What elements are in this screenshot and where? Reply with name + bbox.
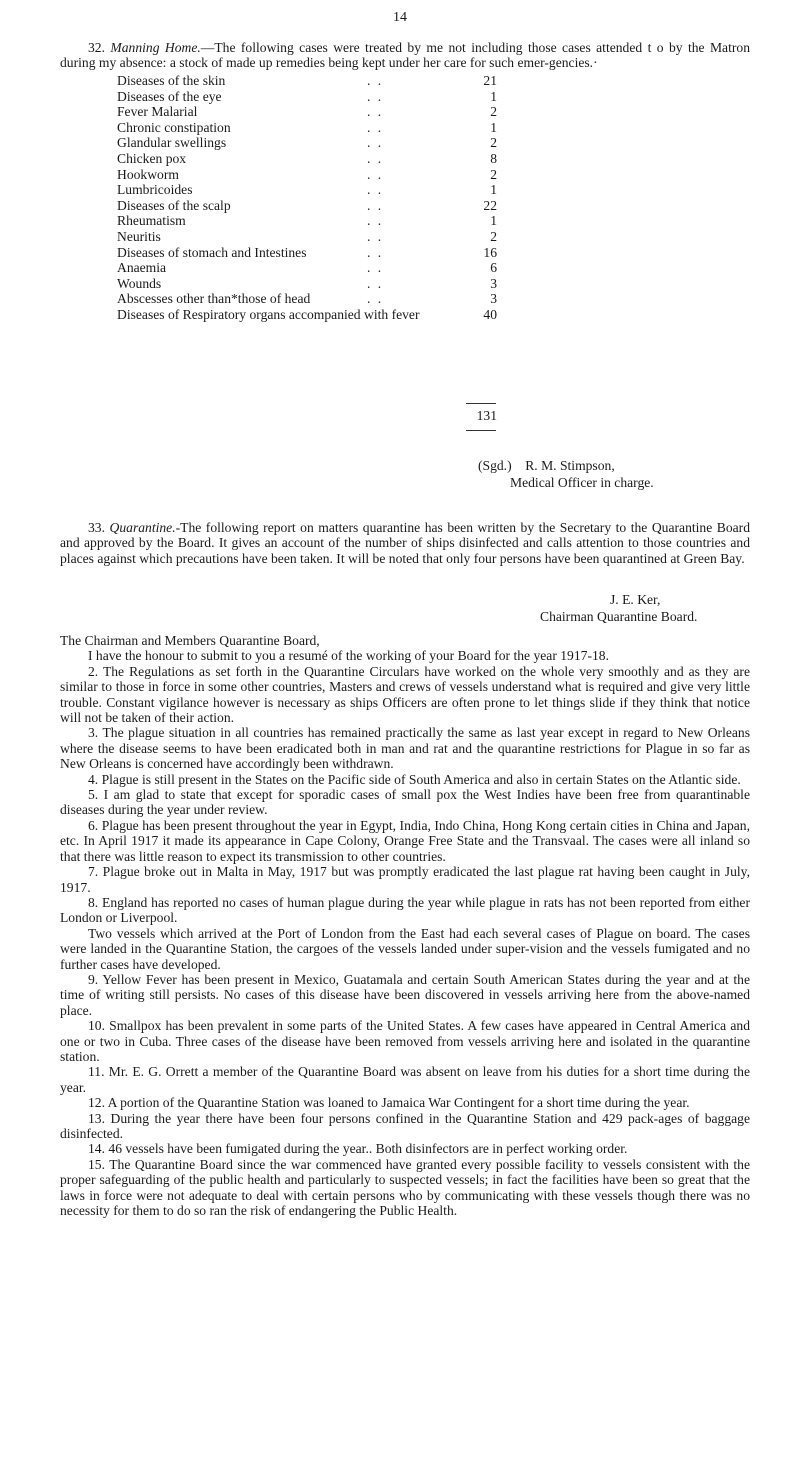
table-row [117, 73, 497, 89]
leader-dots: . . [367, 213, 384, 229]
case-count: 1 [490, 182, 497, 198]
letter-paragraph: 4. Plague is still present in the States on the Pacific side of South America and also in certain States on the Atlantic side. [88, 771, 741, 787]
disease-name: Rheumatism [117, 213, 186, 229]
letter-paragraph: Two vessels which arrived at the Port of London from the East had each several cases of Plague on board. The cases were landed in the Quarantine Station, the cargoes of the vessels landed under super-vision and the vessels fumigated and no further cases have developed. [60, 925, 750, 972]
signatory-name: R. M. Stimpson, [525, 458, 615, 473]
leader-dots: . . [367, 150, 384, 166]
leader-dots: . . [367, 166, 384, 182]
table-row [117, 229, 497, 245]
case-count: 1 [490, 119, 497, 135]
case-count: 2 [490, 228, 497, 244]
letter-paragraph: 8. England has reported no cases of human plague during the year while plague in rats has not been reported from either London or Liverpool. [60, 894, 750, 926]
table-row [117, 120, 497, 136]
chairman-title: Chairman Quarantine Board. [540, 609, 698, 624]
cases-total: 131 [476, 408, 497, 423]
total-rule-bottom [466, 430, 496, 431]
section-32-number: 32. [88, 40, 105, 55]
table-row [117, 260, 497, 276]
leader-dots: . . [367, 119, 384, 135]
leader-dots: . . [367, 244, 384, 260]
section-33-text: -The following report on matters quarantine has been written by the Secretary to the Quarantine Board and approved by the Board. It gives an account of the number of ships disinfected and calls attention to those countries and places against which precautions have been taken. It will be noted that only four persons have been quarantined at Green Bay. [60, 520, 750, 566]
case-count: 1 [490, 213, 497, 229]
chairman-name: J. E. Ker, [610, 592, 661, 607]
page-number: 14 [393, 10, 407, 25]
disease-name: Diseases of the skin [117, 73, 226, 88]
case-count: 1 [490, 88, 497, 104]
disease-name: Chronic constipation [117, 119, 231, 135]
leader-dots: . . [367, 197, 384, 213]
letter-paragraph: 14. 46 vessels have been fumigated during the year.. Both disinfectors are in perfect working order. [88, 1141, 628, 1157]
table-row [117, 182, 497, 198]
disease-name: Lumbricoides [117, 182, 193, 198]
section-33-number: 33. [88, 520, 105, 535]
letter-paragraph: 9. Yellow Fever has been present in Mexico, Guatamala and certain South American States during the year and at the time of writing still persists. No cases of this disease have been discovered in vessels arriving here from the above-named place. [60, 971, 750, 1018]
table-row [117, 151, 497, 167]
leader-dots: . . [367, 260, 384, 276]
letter-paragraph: 7. Plague broke out in Malta in May, 1917 but was promptly eradicated the last plague rat having been caught in July, 1917. [60, 864, 750, 895]
section-32-heading: Manning Home. [110, 40, 201, 55]
table-row [117, 89, 497, 105]
sgd-label: (Sgd.) [478, 458, 512, 473]
letter-paragraph: 5. I am glad to state that except for sporadic cases of small pox the West Indies have been free from quarantinable diseases during the year under review. [60, 787, 750, 818]
disease-name: Diseases of stomach and Intestines [117, 244, 307, 260]
letter-paragraph: 11. Mr. E. G. Orrett a member of the Quarantine Board was absent on leave from his duties for a short time during the year. [60, 1064, 750, 1095]
leader-dots: . . [367, 104, 384, 120]
leader-dots: . . [367, 275, 384, 291]
disease-name: Diseases of Respiratory organs accompanied with fever [117, 306, 420, 322]
leader-dots: . . [367, 73, 384, 88]
disease-name: Diseases of the eye [117, 88, 222, 104]
table-row [117, 307, 497, 323]
leader-dots: . . [367, 291, 384, 307]
letter-paragraph: 3. The plague situation in all countries has remained practically the same as last year except in regard to New Orleans where the disease seems to have been eradicated both in man and rat and the quarantine restrictions for Plague in so far as New Orleans is concerned have accordingly been withdrawn. [60, 725, 750, 772]
letter-body [60, 648, 750, 1218]
leader-dots: . . [367, 182, 384, 198]
letter-paragraph: 6. Plague has been present throughout the year in Egypt, India, Indo China, Hong Kong certain cities in China and Japan, etc. In April 1917 it made its appearance in Cape Colony, Orange Free State and the Transvaal. The cases were all inland so that there was little reason to expect its transmission to other countries. [60, 817, 750, 864]
letter-salutation: The Chairman and Members Quarantine Board, [60, 633, 320, 648]
disease-name: Glandular swellings [117, 135, 227, 151]
total-rule-top [466, 403, 496, 404]
case-count: 2 [490, 104, 497, 120]
medical-officer-signature [478, 458, 718, 492]
case-count: 3 [490, 291, 497, 307]
case-count: 3 [490, 275, 497, 291]
chairman-signature [540, 592, 740, 626]
table-row [117, 198, 497, 214]
section-33-intro [60, 520, 750, 566]
section-32-text: —The following cases were treated by me not including those cases attended t o by the Matron during my absence: a stock of made up remedies being kept under her care for such emer-gencies.· [60, 40, 750, 71]
disease-name: Diseases of the scalp [117, 197, 231, 213]
case-count: 2 [490, 135, 497, 151]
letter-paragraph: 15. The Quarantine Board since the war commenced have granted every possible facility to vessels consistent with the proper safeguarding of the public health and particularly to suspected vessels; in fact the facilities have been so great that the laws in force were not adequate to deal with certain persons who by communicating with these vessels though there was no necessity for them to do so ran the risk of endangering the Public Health. [60, 1156, 750, 1219]
disease-name: Fever Malarial [117, 104, 198, 120]
letter-paragraph: 2. The Regulations as set forth in the Quarantine Circulars have worked on the whole very smoothly and as they are similar to those in force in some other countries, Masters and crews of vessels understand what is required and give very little trouble. Constant vigilance however is necessary as ships Officers are often prone to let things slide if they think that notice will not be taken of their action. [60, 663, 750, 726]
table-row [117, 104, 497, 120]
section-32-intro [60, 40, 750, 71]
leader-dots: . . [367, 228, 384, 244]
table-row [117, 167, 497, 183]
disease-name: Wounds [117, 275, 162, 291]
letter-paragraph: 13. During the year there have been four persons confined in the Quarantine Station and 429 pack-ages of baggage disinfected. [60, 1110, 750, 1141]
disease-name: Neuritis [117, 228, 161, 244]
quarantine-report-letter [60, 633, 750, 1218]
case-count: 16 [483, 244, 497, 260]
letter-paragraph: 10. Smallpox has been prevalent in some parts of the United States. A few cases have appeared in Central America and one or two in Cuba. Three cases of the disease have been removed from vessels arriving here and isolated in the quarantine station. [60, 1018, 750, 1064]
case-count: 40 [483, 306, 497, 322]
letter-paragraph: I have the honour to submit to you a resumé of the working of your Board for the year 1917-18. [88, 648, 609, 664]
table-row [117, 245, 497, 261]
case-count: 2 [490, 166, 497, 182]
table-row [117, 291, 497, 307]
leader-dots: . . [367, 88, 384, 104]
letter-paragraph: 12. A portion of the Quarantine Station was loaned to Jamaica War Contingent for a short time during the year. [88, 1095, 690, 1111]
disease-name: Chicken pox [117, 150, 187, 166]
table-row [117, 276, 497, 292]
table-row [117, 135, 497, 151]
section-33-heading: Quarantine. [109, 520, 176, 535]
case-count: 21 [483, 73, 497, 88]
disease-name: Abscesses other than*those of head [117, 291, 311, 307]
table-row [117, 213, 497, 229]
disease-name: Anaemia [117, 260, 167, 276]
leader-dots: . . [367, 135, 384, 151]
case-count: 6 [490, 260, 497, 276]
case-count: 22 [483, 197, 497, 213]
signatory-title: Medical Officer in charge. [510, 475, 654, 490]
disease-cases-table [117, 73, 497, 323]
disease-name: Hookworm [117, 166, 179, 182]
case-count: 8 [490, 150, 497, 166]
